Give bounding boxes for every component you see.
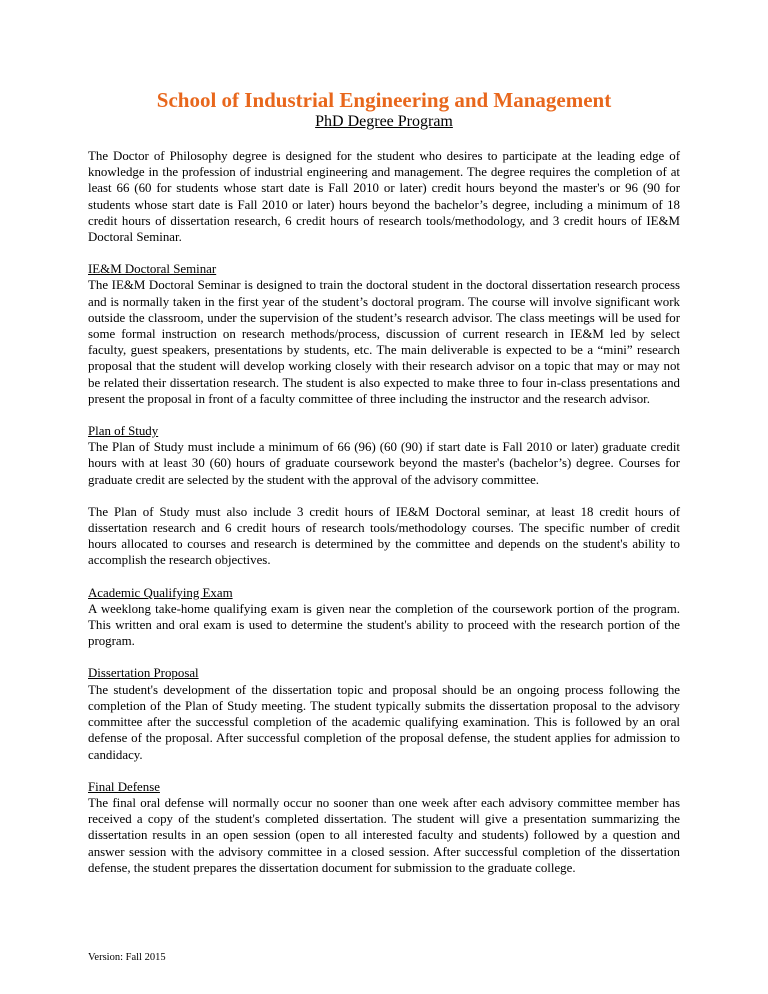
plan-paragraph-1: The Plan of Study must include a minimum of 66 (96) (60 (90) if start date is Fall 2010 or later) graduate credit hours with at least 30 (60) hours of graduate coursework beyond the master's (bachelor’s) degree. Courses for graduate credit are selected by the student with the approval of the advisory committee. bbox=[88, 440, 680, 487]
version-footer: Version: Fall 2015 bbox=[88, 952, 166, 963]
exam-heading: Academic Qualifying Exam bbox=[88, 585, 233, 600]
defense-paragraph: The final oral defense will normally occur no sooner than one week after each advisory committee member has received a copy of the student's completed dissertation. The student will give a presentation summarizing the dissertation results in an open session (open to all interested faculty and students) followed by a question and answer session with the advisory committee in a closed session. After successful completion of the dissertation defense, the student prepares the dissertation document for submission to the graduate college. bbox=[88, 795, 680, 875]
defense-section bbox=[88, 779, 680, 876]
plan-heading: Plan of Study bbox=[88, 424, 159, 439]
exam-section bbox=[88, 585, 680, 650]
proposal-heading: Dissertation Proposal bbox=[88, 666, 199, 681]
document-page bbox=[88, 88, 680, 892]
proposal-paragraph: The student's development of the dissertation topic and proposal should be an ongoing process following the completion of the Plan of Study meeting. The student typically submits the dissertation proposal to the advisory committee after the successful completion of the academic qualifying examination. This is followed by an oral defense of the proposal. After successful completion of the proposal defense, the student applies for admission to candidacy. bbox=[88, 682, 680, 762]
defense-heading: Final Defense bbox=[88, 779, 160, 794]
intro-paragraph: The Doctor of Philosophy degree is designed for the student who desires to participate at the leading edge of knowledge in the profession of industrial engineering and management. The degree requires the completion of at least 66 (60 for students whose start date is Fall 2010 or later) credit hours beyond the master's or 96 (90 for students whose start date is Fall 2010 or later) hours beyond the bachelor’s degree, including a minimum of 18 credit hours of dissertation research, 6 credit hours of research tools/methodology, and 3 credit hours of IE&M Doctoral Seminar. bbox=[88, 149, 680, 245]
plan-paragraph-2: The Plan of Study must also include 3 credit hours of IE&M Doctoral seminar, at least 18 credit hours of dissertation research and 6 credit hours of research tools/methodology courses. The specific number of credit hours allocated to courses and research is determined by the committee and depends on the student's ability to accomplish the research objectives. bbox=[88, 504, 680, 568]
proposal-section bbox=[88, 665, 680, 762]
exam-paragraph: A weeklong take-home qualifying exam is given near the completion of the coursework portion of the program. This written and oral exam is used to determine the student's ability to proceed with the research portion of the program. bbox=[88, 601, 680, 649]
seminar-heading: IE&M Doctoral Seminar bbox=[88, 262, 217, 277]
seminar-paragraph: The IE&M Doctoral Seminar is designed to train the doctoral student in the doctoral dissertation research process and is normally taken in the first year of the student’s doctoral program. The course will involve significant work outside the classroom, under the supervision of the student’s research advisor. The class meetings will be used for some formal instruction on research methods/process, discussion of current research in IE&M led by select faculty, guest speakers, presentations by students, etc. The main deliverable is expected to be a “mini” research proposal that the student will develop working closely with their research advisor on a topic that may or may not be related their dissertation research. The student is also expected to make three to four in-class presentations and present the proposal in front of a faculty committee of three including the instructor and the research advisor. bbox=[88, 278, 680, 406]
document-subtitle: PhD Degree Program bbox=[315, 113, 453, 130]
plan-section bbox=[88, 423, 680, 569]
seminar-section bbox=[88, 261, 680, 407]
document-title: School of Industrial Engineering and Management bbox=[156, 88, 612, 112]
